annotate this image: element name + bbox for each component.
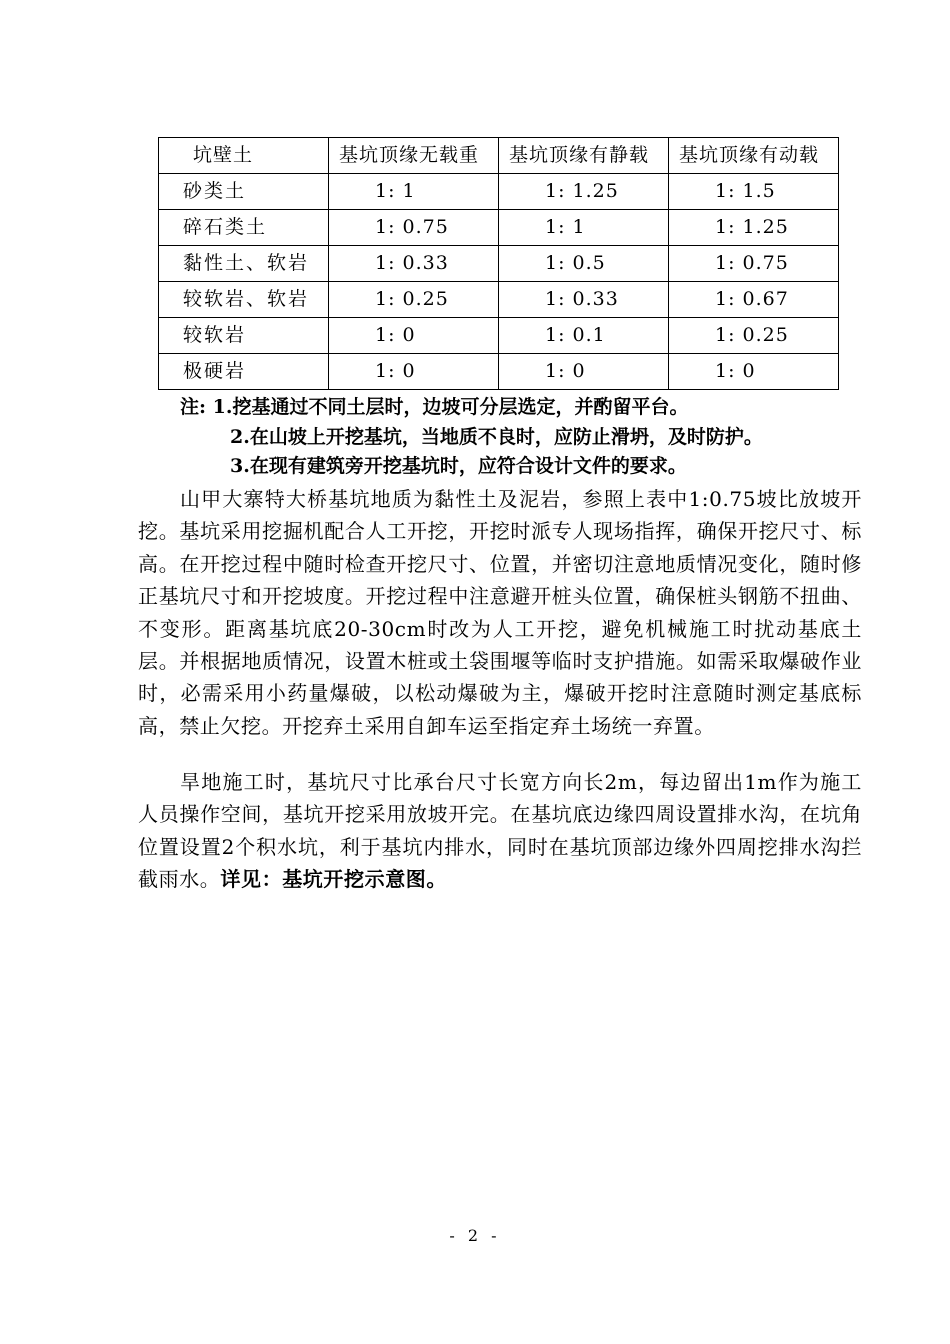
slope-cell: 1: 0.67 [669, 282, 839, 318]
table-row [159, 174, 839, 210]
slope-cell: 1: 1.5 [669, 174, 839, 210]
table-row [159, 282, 839, 318]
slope-cell: 1: 0 [329, 354, 499, 390]
slope-cell: 1: 0.75 [669, 246, 839, 282]
soil-type-cell: 极硬岩 [159, 354, 329, 390]
soil-type-cell: 砂类土 [159, 174, 329, 210]
table-row [159, 318, 839, 354]
table-note-3: 3.在现有建筑旁开挖基坑时，应符合设计文件的要求。 [230, 455, 687, 477]
table-row [159, 210, 839, 246]
slope-ratio-table [158, 137, 839, 390]
diagram-reference: 详见：基坑开挖示意图。 [220, 867, 448, 892]
slope-cell: 1: 0.5 [499, 246, 669, 282]
header-cell: 基坑顶缘有动载 [669, 138, 839, 174]
slope-cell: 1: 1.25 [499, 174, 669, 210]
slope-cell: 1: 0.25 [329, 282, 499, 318]
slope-cell: 1: 0.75 [329, 210, 499, 246]
table-row [159, 246, 839, 282]
soil-type-cell: 较软岩、软岩 [159, 282, 329, 318]
header-cell: 基坑顶缘无载重 [329, 138, 499, 174]
body-paragraph-excavation: 山甲大寨特大桥基坑地质为黏性土及泥岩，参照上表中1:0.75坡比放坡开挖。基坑采用挖掘机配合人工开挖，开挖时派专人现场指挥，确保开挖尺寸、标高。在开挖过程中随时检查开挖尺寸、位置，并密切注意地质情况变化，随时修正基坑尺寸和开挖坡度。开挖过程中注意避开桩头位置，确保桩头钢筋不扭曲、不变形。距离基坑底20-30cm时改为人工开挖，避免机械施工时扰动基底土层。并根据地质情况，设置木桩或土袋围堰等临时支护措施。如需采取爆破作业时，必需采用小药量爆破，以松动爆破为主，爆破开挖时注意随时测定基底标高，禁止欠挖。开挖弃土采用自卸车运至指定弃土场统一弃置。 [138, 487, 862, 738]
soil-type-cell: 黏性土、软岩 [159, 246, 329, 282]
paragraph-text: 旱地施工时，基坑尺寸比承台尺寸长宽方向长2m，每边留出1m作为施工人员操作空间，基坑开挖采用放坡开完。在基坑底边缘四周设置排水沟，在坑角位置设置2个积水坑，利于基坑内排水，同时在基坑顶部边缘外四周挖排水沟拦截雨水。 [138, 770, 862, 892]
page-number: - 2 - [449, 1226, 501, 1245]
slope-cell: 1: 0 [499, 354, 669, 390]
slope-cell: 1: 1 [329, 174, 499, 210]
slope-cell: 1: 0.33 [499, 282, 669, 318]
table-header-row [159, 138, 839, 174]
soil-type-cell: 碎石类土 [159, 210, 329, 246]
header-cell: 基坑顶缘有静载 [499, 138, 669, 174]
table-row [159, 354, 839, 390]
slope-cell: 1: 0 [329, 318, 499, 354]
slope-cell: 1: 0.25 [669, 318, 839, 354]
header-cell: 坑壁土 [159, 138, 329, 174]
slope-cell: 1: 1 [499, 210, 669, 246]
soil-type-cell: 较软岩 [159, 318, 329, 354]
table-note-2: 2.在山坡上开挖基坑，当地质不良时，应防止滑坍，及时防护。 [230, 426, 763, 448]
slope-cell: 1: 0.1 [499, 318, 669, 354]
slope-cell: 1: 0 [669, 354, 839, 390]
slope-cell: 1: 0.33 [329, 246, 499, 282]
body-paragraph-dryland [138, 766, 862, 896]
table-note-1: 注: 1.挖基通过不同土层时，边坡可分层选定，并酌留平台。 [180, 396, 689, 418]
slope-cell: 1: 1.25 [669, 210, 839, 246]
